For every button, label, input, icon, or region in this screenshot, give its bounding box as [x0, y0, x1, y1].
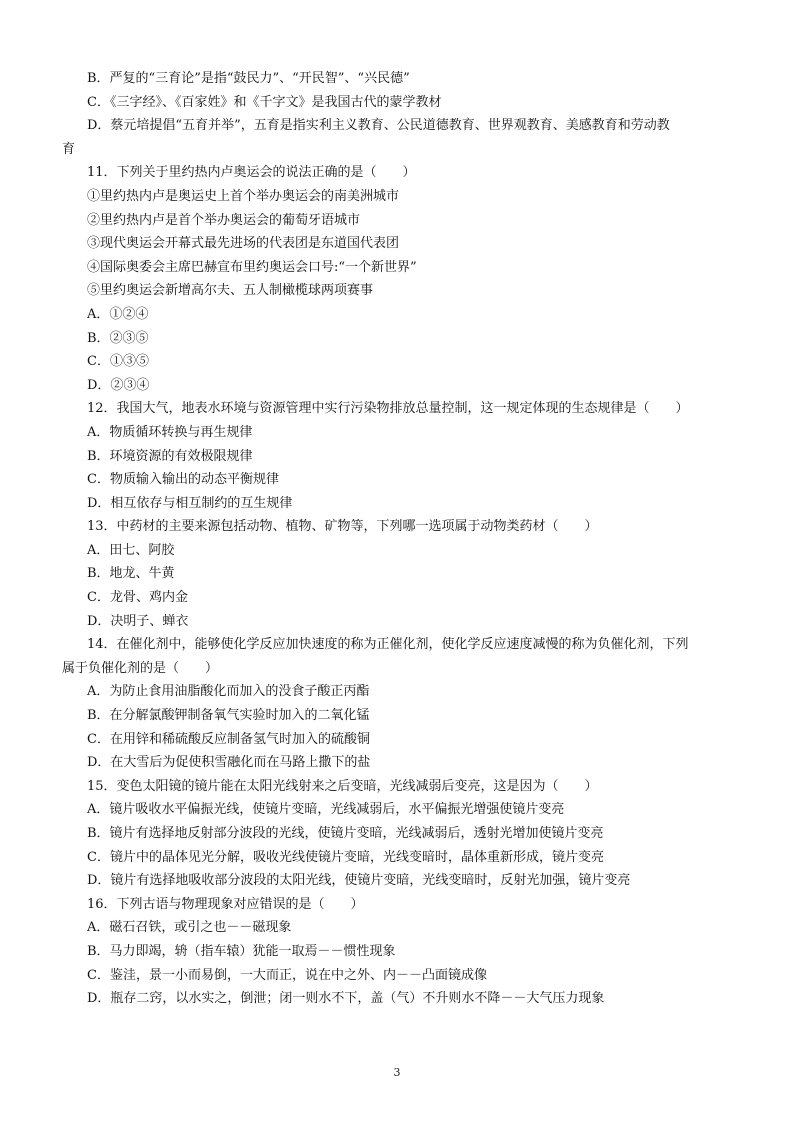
text-line: C．镜片中的晶体见光分解，吸收光线使镜片变暗，光线变暗时，晶体重新形成，镜片变亮 [87, 849, 604, 865]
text-line: B．严复的“三育论”是指“鼓民力”、“开民智”、“兴民德” [87, 71, 410, 86]
page-number: 3 [393, 1066, 401, 1079]
text-line: ①里约热内卢是奥运史上首个举办奥运会的南美洲城市 [87, 188, 400, 204]
text-line: B．②③⑤ [87, 330, 149, 346]
text-line: D．瓶存二窍，以水实之，倒泄；闭一则水不下，盖（气）不升则水不降－－大气压力现象 [87, 991, 605, 1007]
text-line: B．马力即竭，辀（指车辕）犹能一取焉－－惯性现象 [87, 943, 396, 959]
text-line: 属于负催化剂的是（ ） [62, 660, 219, 676]
text-line: ④国际奥委会主席巴赫宣布里约奥运会口号:“一个新世界” [87, 259, 417, 275]
text-line: ⑤里约奥运会新增高尔夫、五人制橄榄球两项赛事 [87, 283, 374, 299]
text-line: ③现代奥运会开幕式最先进场的代表团是东道国代表团 [87, 236, 400, 252]
text-line: B．镜片有选择地反射部分波段的光线，使镜片变暗，光线减弱后，透射光增加使镜片变亮 [87, 826, 604, 841]
text-line: A．①②④ [87, 306, 149, 322]
text-line: D．决明子、蝉衣 [87, 613, 189, 629]
text-line: A．镜片吸收水平偏振光线，使镜片变暗，光线减弱后，水平偏振光增强使镜片变亮 [87, 802, 565, 818]
text-line: B．环境资源的有效极限规律 [87, 448, 253, 464]
text-line: D．相互依存与相互制约的互生规律 [87, 495, 293, 511]
text-line: C．龙骨、鸡内金 [87, 590, 188, 606]
text-line: B．地龙、牛黄 [87, 566, 175, 582]
text-line: A．物质循环转换与再生规律 [87, 424, 253, 440]
text-line: 16．下列古语与物理现象对应错误的是（ ） [87, 896, 364, 912]
text-line: C．鉴洼，景一小而易倒，一大而正，说在中之外、内－－凸面镜成像 [87, 967, 487, 983]
text-line: A．田七、阿胶 [87, 542, 175, 558]
text-line: D．②③④ [87, 377, 150, 393]
document-body [62, 67, 738, 1011]
text-line: C．物质输入输出的动态平衡规律 [87, 472, 279, 488]
text-line: A．为防止食用油脂酸化而加入的没食子酸正丙酯 [87, 684, 370, 700]
text-line: 育 [62, 141, 76, 157]
text-line: C．《三字经》、《百家姓》和《千字文》是我国古代的蒙学教材 [87, 94, 442, 110]
text-line: 14．在催化剂中，能够使化学反应加快速度的称为正催化剂，使化学反应速度减慢的称为负催化剂，下列 [87, 637, 689, 653]
text-line: C．在用锌和稀硫酸反应制备氢气时加入的硫酸铜 [87, 731, 370, 747]
text-line: 11．下列关于里约热内卢奥运会的说法正确的是（ ） [87, 165, 416, 181]
text-line: 15．变色太阳镜的镜片能在太阳光线射来之后变暗，光线减弱后变亮，这是因为（ ） [87, 778, 598, 794]
text-line: A．磁石召铁，或引之也－－磁现象 [87, 920, 292, 936]
text-line: B．在分解氯酸钾制备氧气实验时加入的二氧化锰 [87, 708, 370, 724]
text-line: C．①③⑤ [87, 354, 149, 370]
text-line: D．镜片有选择地吸收部分波段的太阳光线，使镜片变暗，光线变暗时，反射光加强，镜片变亮 [87, 873, 631, 889]
text-line: D．蔡元培提倡“五育并举”，五育是指实利主义教育、公民道德教育、世界观教育、美感教育和劳动教 [87, 118, 670, 134]
text-line: 13．中药材的主要来源包括动物、植物、矿物等，下列哪一选项属于动物类药材（ ） [87, 519, 598, 535]
text-line: 12．我国大气，地表水环境与资源管理中实行污染物排放总量控制，这一规定体现的生态规律是（ ） [87, 401, 689, 417]
text-line: ②里约热内卢是首个举办奥运会的葡萄牙语城市 [87, 212, 361, 228]
text-line: D．在大雪后为促使积雪融化而在马路上撒下的盐 [87, 755, 371, 771]
